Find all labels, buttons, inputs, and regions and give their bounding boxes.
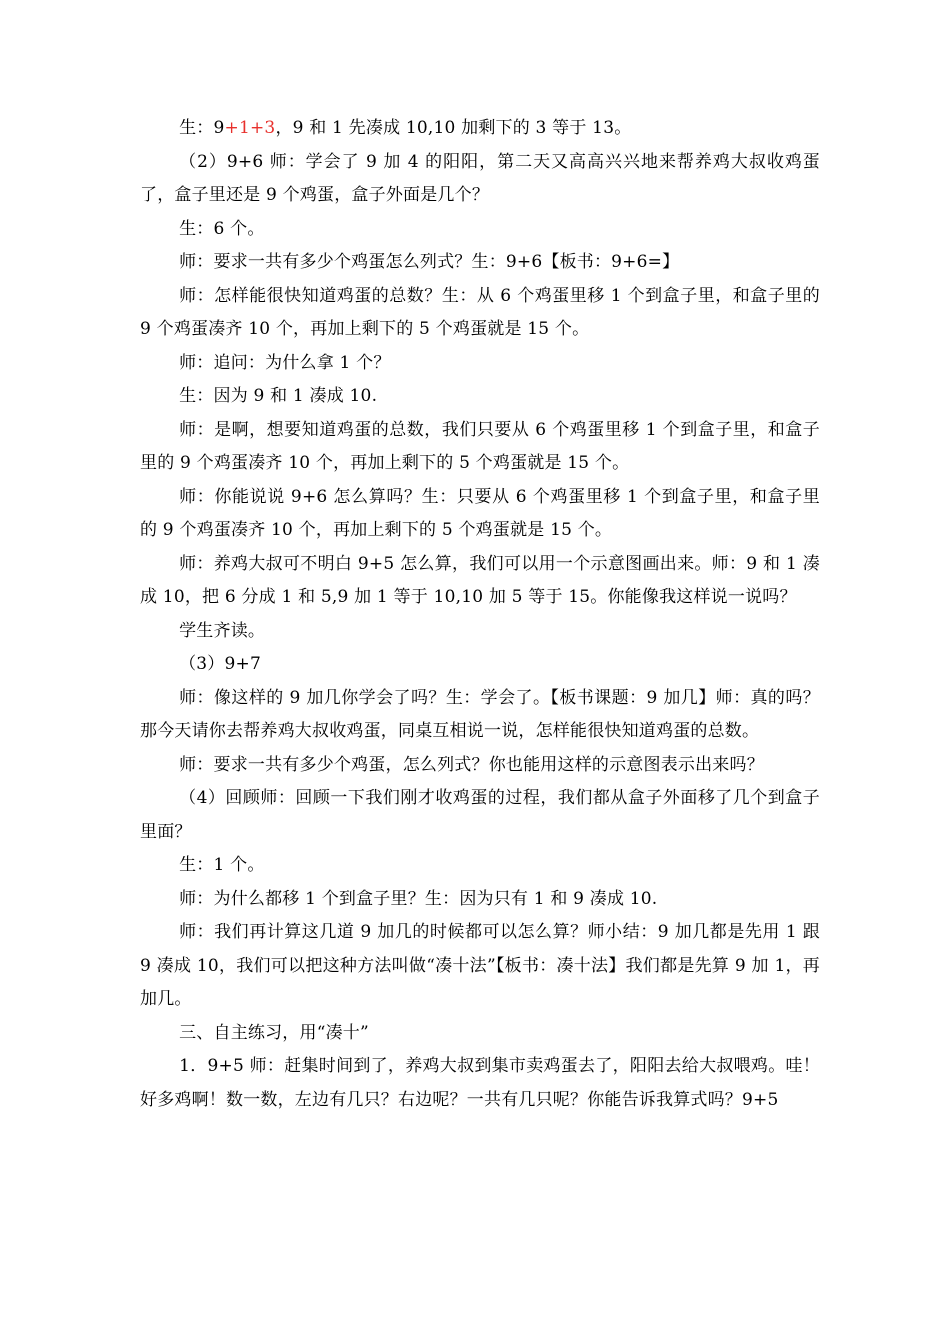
- paragraph: 师：我们再计算这几道 9 加几的时候都可以怎么算？师小结：9 加几都是先用 1 跟 9 凑成 10，我们可以把这种方法叫做“凑十法”【板书：凑十法】我们都是先算 9 加 1，再加几。: [140, 922, 820, 1009]
- paragraph: 学生齐读。: [179, 620, 266, 641]
- paragraph: （4）回顾师：回顾一下我们刚才收鸡蛋的过程，我们都从盒子外面移了几个到盒子里面？: [140, 788, 820, 842]
- paragraph: 师：为什么都移 1 个到盒子里？生：因为只有 1 和 9 凑成 10.: [179, 888, 658, 909]
- paragraph: [140, 112, 820, 146]
- paragraph: 师：是啊，想要知道鸡蛋的总数，我们只要从 6 个鸡蛋里移 1 个到盒子里，和盒子里的 9 个鸡蛋凑齐 10 个，再加上剩下的 5 个鸡蛋就是 15 个。: [140, 419, 820, 473]
- paragraph: 师：追问：为什么拿 1 个？: [179, 352, 391, 373]
- paragraph: 师：你能说说 9+6 怎么算吗？生：只要从 6 个鸡蛋里移 1 个到盒子里，和盒子里的 9 个鸡蛋凑齐 10 个，再加上剩下的 5 个鸡蛋就是 15 个。: [140, 486, 820, 540]
- paragraph: 生：1 个。: [179, 855, 265, 875]
- paragraph: （3）9+7: [179, 654, 261, 674]
- section-heading: 三、自主练习，用“凑十”: [179, 1022, 369, 1043]
- paragraph-text: ，9 和 1 先凑成 10,10 加剩下的 3 等于 13。: [275, 118, 632, 138]
- paragraph: 生：6 个。: [179, 218, 265, 239]
- paragraph: 师：要求一共有多少个鸡蛋怎么列式？生：9+6【板书：9+6=】: [179, 252, 680, 272]
- paragraph: 生：因为 9 和 1 凑成 10.: [179, 386, 378, 406]
- paragraph: 1．9+5 师：赶集时间到了，养鸡大叔到集市卖鸡蛋去了，阳阳去给大叔喂鸡。哇！好多鸡啊！数一数，左边有几只？右边呢？一共有几只呢？你能告诉我算式吗？9+5: [140, 1056, 820, 1110]
- paragraph: 师：像这样的 9 加几你学会了吗？生：学会了。【板书课题：9 加几】师：真的吗？那今天请你去帮养鸡大叔收鸡蛋，同桌互相说一说，怎样能很快知道鸡蛋的总数。: [140, 687, 820, 741]
- highlighted-text: +1+3: [224, 118, 276, 138]
- paragraph: 师：怎样能很快知道鸡蛋的总数？生：从 6 个鸡蛋里移 1 个到盒子里，和盒子里的 9 个鸡蛋凑齐 10 个，再加上剩下的 5 个鸡蛋就是 15 个。: [140, 285, 820, 339]
- paragraph: 师：养鸡大叔可不明白 9+5 怎么算，我们可以用一个示意图画出来。师：9 和 1 凑成 10，把 6 分成 1 和 5,9 加 1 等于 10,10 加 5 等于 15。你能像我这样说一说吗？: [140, 553, 820, 607]
- document-body: [140, 112, 820, 1117]
- paragraph: （2）9+6 师：学会了 9 加 4 的阳阳，第二天又高高兴兴地来帮养鸡大叔收鸡蛋了，盒子里还是 9 个鸡蛋，盒子外面是几个？: [140, 151, 820, 205]
- paragraph-text: 生：9: [179, 118, 225, 138]
- paragraph: 师：要求一共有多少个鸡蛋，怎么列式？你也能用这样的示意图表示出来吗？: [179, 754, 764, 775]
